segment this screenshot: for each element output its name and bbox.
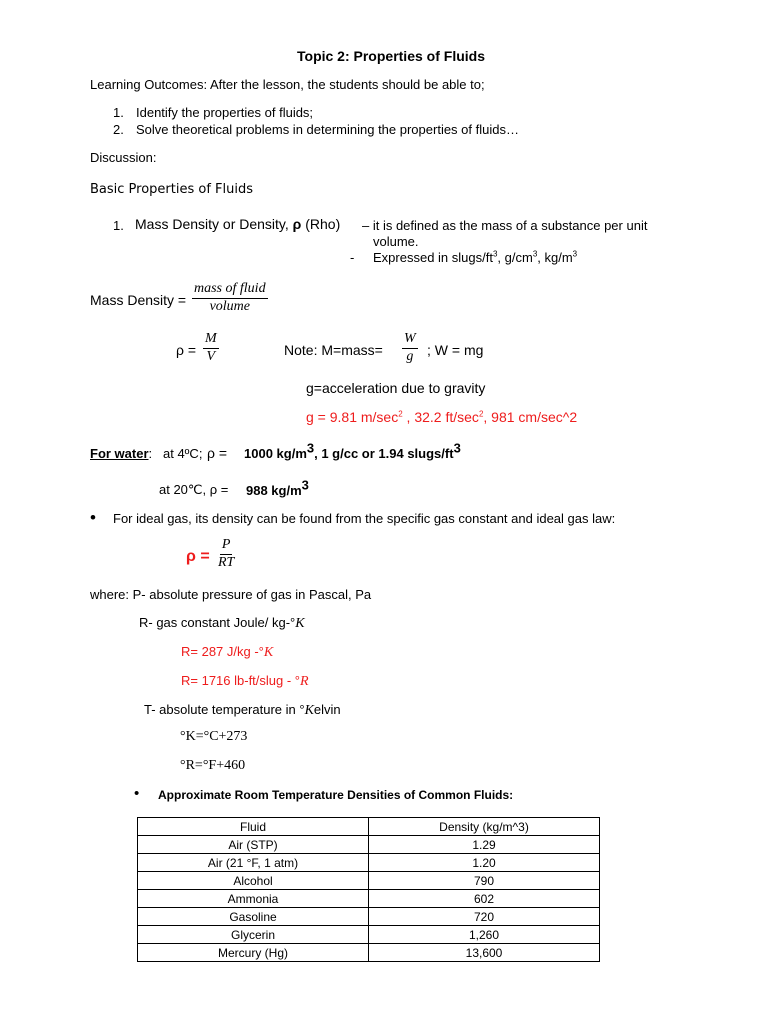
rankine-formula: °R=°F+460 <box>180 758 246 773</box>
gravity-text: g = 9.81 m/sec <box>306 409 399 425</box>
where-gas-constant <box>139 615 305 632</box>
table-row <box>138 836 600 854</box>
outcome-item <box>113 105 314 120</box>
note-fraction <box>402 332 418 364</box>
unit-symbol: K <box>304 703 314 718</box>
superscript: 3 <box>492 249 498 259</box>
water-density-20c <box>246 477 309 498</box>
units-text: , kg/m <box>537 250 573 265</box>
fraction-denominator: volume <box>209 298 250 314</box>
table-cell: 602 <box>369 890 600 908</box>
rho-formula-fraction <box>203 332 219 364</box>
fraction-numerator: P <box>220 538 233 555</box>
superscript: 3 <box>572 249 578 259</box>
table-cell: 1.29 <box>369 836 600 854</box>
table-cell: Air (STP) <box>138 836 369 854</box>
density-units <box>373 250 577 265</box>
section-heading: Basic Properties of Fluids <box>90 182 254 197</box>
outcome-number: 2. <box>113 122 124 137</box>
bullet-icon: • <box>90 508 96 527</box>
densities-table <box>137 817 600 962</box>
table-row <box>138 926 600 944</box>
fraction-numerator: M <box>203 332 219 349</box>
note-label: Note: M=mass= <box>284 342 383 358</box>
fraction-denominator: V <box>206 348 216 364</box>
where-text: elvin <box>313 702 341 717</box>
table-cell: Air (21 °F, 1 atm) <box>138 854 369 872</box>
density-definition-line1: – it is defined as the mass of a substance per unit <box>362 218 648 233</box>
water-at-4c: at 4ºC; <box>163 446 203 461</box>
where-pressure: where: P- absolute pressure of gas in Pascal, Pa <box>90 587 372 602</box>
water-row <box>90 446 152 461</box>
table-cell: 1,260 <box>369 926 600 944</box>
discussion-label: Discussion: <box>90 150 157 165</box>
rho-name: (Rho) <box>305 216 341 232</box>
gas-constant-english <box>181 673 309 690</box>
outcome-item <box>113 122 519 137</box>
where-text: T- absolute temperature in ° <box>144 702 305 717</box>
gravity-definition: g=acceleration due to gravity <box>306 380 486 396</box>
table-cell: Alcohol <box>138 872 369 890</box>
expressed-dash: - <box>350 250 355 265</box>
water-colon: : <box>148 446 153 461</box>
water-label: For water <box>90 446 149 461</box>
outcome-number: 1. <box>113 105 124 120</box>
note-tail: ; W = mg <box>427 342 484 358</box>
table-header-row <box>138 818 600 836</box>
table-cell: Ammonia <box>138 890 369 908</box>
table-header-fluid: Fluid <box>138 818 369 836</box>
ideal-gas-text: For ideal gas, its density can be found from the specific gas constant and ideal gas law: <box>113 511 616 526</box>
table-cell: 13,600 <box>369 944 600 962</box>
gravity-text: , 981 cm/sec^2 <box>483 409 578 425</box>
gas-constant-si <box>181 644 273 661</box>
units-text: Expressed in slugs/ft <box>373 250 493 265</box>
units-text: , g/cm <box>497 250 533 265</box>
superscript: 3 <box>453 440 461 456</box>
table-row <box>138 854 600 872</box>
water-value-text: , 1 g/cc or 1.94 slugs/ft <box>314 446 454 461</box>
where-temperature <box>144 702 341 719</box>
rho-symbol: ρ <box>292 216 302 232</box>
superscript: 3 <box>301 477 309 493</box>
fraction-denominator: g <box>406 348 414 364</box>
outcome-text: Identify the properties of fluids; <box>136 105 314 120</box>
where-text: R- gas constant Joule/ kg-° <box>139 615 296 630</box>
where-text: R= 1716 lb-ft/slug - ° <box>181 673 301 688</box>
ideal-gas-rho-eq: ρ = <box>186 548 210 565</box>
table-row <box>138 908 600 926</box>
density-term: Mass Density or Density, <box>135 216 289 232</box>
fraction-numerator: W <box>402 332 418 349</box>
learning-outcomes-intro: Learning Outcomes: After the lesson, the students should be able to; <box>90 77 485 92</box>
page-title: Topic 2: Properties of Fluids <box>297 48 485 64</box>
table-row <box>138 944 600 962</box>
table-cell: 720 <box>369 908 600 926</box>
density-item-number: 1. <box>113 218 124 233</box>
where-text: R= 287 J/kg -° <box>181 644 264 659</box>
table-row <box>138 872 600 890</box>
fraction-numerator: mass of fluid <box>192 282 268 299</box>
mass-density-label: Mass Density = <box>90 292 187 308</box>
table-cell: 1.20 <box>369 854 600 872</box>
table-cell: Gasoline <box>138 908 369 926</box>
outcome-text: Solve theoretical problems in determining the properties of fluids… <box>136 122 519 137</box>
ideal-gas-fraction <box>216 538 236 570</box>
density-item-term <box>135 216 340 232</box>
superscript: 2 <box>398 409 403 419</box>
rho-formula-left: ρ = <box>176 342 197 358</box>
superscript: 3 <box>306 440 315 456</box>
table-row <box>138 890 600 908</box>
superscript: 3 <box>532 249 538 259</box>
kelvin-formula: °K=°C+273 <box>180 729 248 744</box>
unit-symbol: K <box>263 645 274 660</box>
unit-symbol: K <box>295 616 305 631</box>
mass-density-fraction <box>192 282 268 314</box>
water-rho-eq: ρ = <box>207 445 228 461</box>
table-caption: Approximate Room Temperature Densities of Common Fluids: <box>158 788 514 802</box>
table-header-density: Density (kg/m^3) <box>369 818 600 836</box>
fraction-denominator: RT <box>218 554 235 570</box>
superscript: 2 <box>478 409 484 419</box>
table-cell: Mercury (Hg) <box>138 944 369 962</box>
gravity-text: , 32.2 ft/sec <box>402 409 479 425</box>
water-value-text: 988 kg/m <box>246 483 302 498</box>
unit-symbol: R <box>300 674 309 689</box>
table-cell: 790 <box>369 872 600 890</box>
bullet-icon: • <box>134 785 140 802</box>
gravity-values <box>306 409 577 425</box>
table-cell: Glycerin <box>138 926 369 944</box>
water-density-4c <box>244 440 461 461</box>
water-value-text: 1000 kg/m <box>244 446 307 461</box>
water-at-20c: at 20℃, ρ = <box>159 482 229 497</box>
density-definition-line2: volume. <box>373 234 419 249</box>
